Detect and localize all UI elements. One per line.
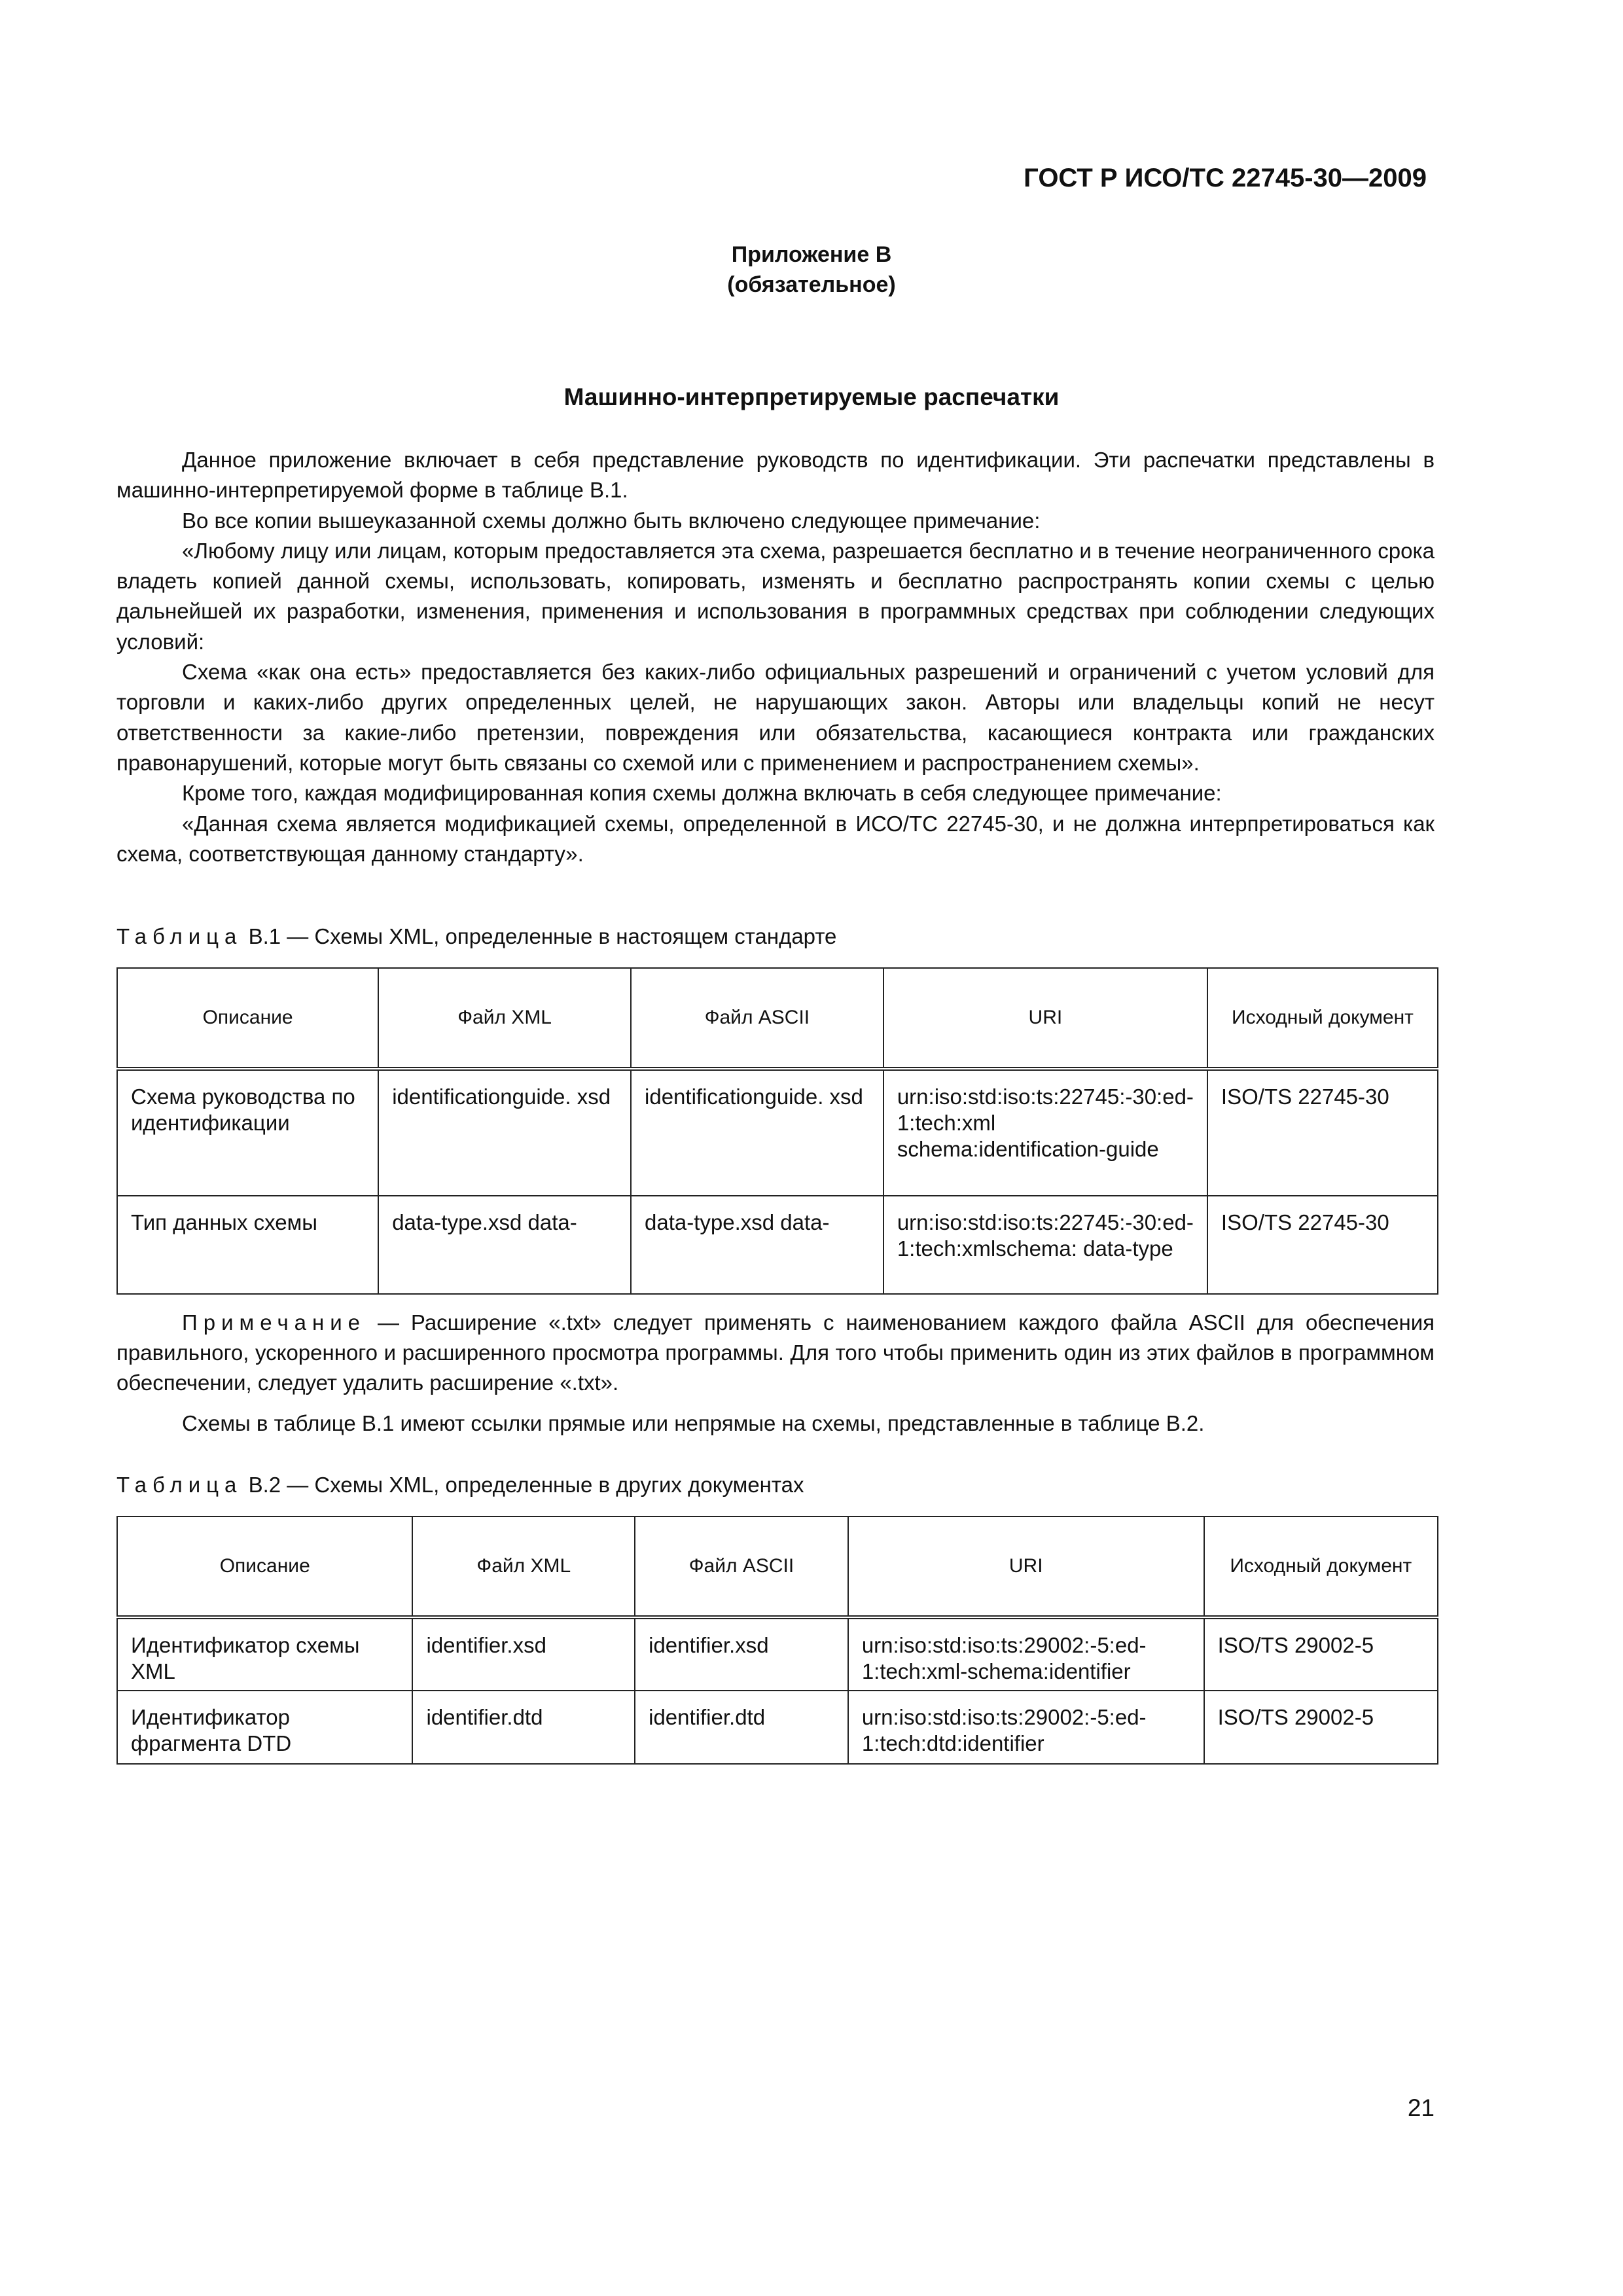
table2-caption bbox=[116, 1473, 804, 1498]
table-cell: urn:iso:std:iso:ts:29002:-5:ed-1:tech:dtd:identifier bbox=[848, 1691, 1204, 1764]
paragraph: Кроме того, каждая модифицированная копия схемы должна включать в себя следующее примечание: bbox=[182, 781, 1222, 806]
paragraph: Во все копии вышеуказанной схемы должно быть включено следующее примечание: bbox=[182, 508, 1041, 533]
table-cell: ISO/TS 29002-5 bbox=[1204, 1617, 1438, 1691]
table-header-row bbox=[117, 968, 1438, 1069]
column-header: URI bbox=[848, 1516, 1204, 1617]
page-number: 21 bbox=[1407, 2094, 1435, 2121]
column-header: Файл ASCII bbox=[631, 968, 883, 1069]
table-row bbox=[117, 1069, 1438, 1196]
table1-caption-word: Таблица bbox=[116, 924, 243, 948]
column-header: Исходный документ bbox=[1204, 1516, 1438, 1617]
standard-header: ГОСТ Р ИСО/ТС 22745-30—2009 bbox=[1024, 164, 1427, 192]
appendix-status: (обязательное) bbox=[727, 272, 896, 297]
table-cell: Схема руководства по идентификации bbox=[117, 1069, 378, 1196]
table-cell: urn:iso:std:iso:ts:29002:-5:ed-1:tech:xml-schema:identifier bbox=[848, 1617, 1204, 1691]
document-title: Машинно-интерпретируемые распечатки bbox=[563, 384, 1060, 410]
table-cell: ISO/TS 29002-5 bbox=[1204, 1691, 1438, 1764]
table-cell: identifier.dtd bbox=[412, 1691, 635, 1764]
reference-paragraph: Схемы в таблице В.1 имеют ссылки прямые или непрямые на схемы, представленные в таблице В.2. bbox=[182, 1411, 1205, 1435]
table1-caption-text: В.1 — Схемы XML, определенные в настоящем стандарте bbox=[248, 924, 837, 948]
column-header: URI bbox=[883, 968, 1207, 1069]
column-header: Файл ASCII bbox=[635, 1516, 848, 1617]
column-header: Описание bbox=[117, 1516, 412, 1617]
table-cell: identifier.xsd bbox=[412, 1617, 635, 1691]
note-label: Примечание bbox=[182, 1310, 366, 1335]
appendix-heading bbox=[0, 240, 1623, 300]
table-note bbox=[116, 1308, 1435, 1398]
appendix-title: Приложение В bbox=[731, 242, 892, 267]
table-b1 bbox=[116, 967, 1438, 1295]
table-cell: Идентификатор схемы XML bbox=[117, 1617, 412, 1691]
table-row bbox=[117, 1691, 1438, 1764]
table2-caption-word: Таблица bbox=[116, 1473, 243, 1497]
table-cell: data-type.xsd data- bbox=[631, 1196, 883, 1294]
paragraph: Схема «как она есть» предоставляется без каких-либо официальных разрешений и ограничений с учетом условий для торговли и каких-либо других определенных целей, не нарушающих закон. Авторы или владельцы копий не несут ответственности за какие-либо претензии, повреждения или обязательства, касающиеся контракта или гражданских правонарушений, которые могут быть связаны со схемой или с применением и распространением схемы». bbox=[116, 660, 1435, 775]
column-header: Исходный документ bbox=[1207, 968, 1438, 1069]
note-text: — Расширение «.txt» следует применять с наименованием каждого файла ASCII для обеспечения правильного, ускоренного и расширенного просмотра программы. Для того чтобы применить один из этих файлов в программном обеспечении, следует удалить расширение «.txt». bbox=[116, 1310, 1435, 1395]
table1-caption bbox=[116, 924, 836, 949]
table-cell: identifier.dtd bbox=[635, 1691, 848, 1764]
table-cell: identifier.xsd bbox=[635, 1617, 848, 1691]
table-row bbox=[117, 1196, 1438, 1294]
table-row bbox=[117, 1617, 1438, 1691]
table-cell: Идентификатор фрагмента DTD bbox=[117, 1691, 412, 1764]
table-cell: urn:iso:std:iso:ts:22745:-30:ed-1:tech:xml schema:identification-guide bbox=[883, 1069, 1207, 1196]
table-cell: identificationguide. xsd bbox=[631, 1069, 883, 1196]
paragraph: «Любому лицу или лицам, которым предоставляется эта схема, разрешается бесплатно и в течение неограниченного срока владеть копией данной схемы, использовать, копировать, изменять и бесплатно распространять копии схемы с целью дальнейшей их разработки, изменения, применения и использования в программных средствах при соблюдении следующих условий: bbox=[116, 538, 1435, 654]
table-cell: Тип данных схемы bbox=[117, 1196, 378, 1294]
table-cell: identificationguide. xsd bbox=[378, 1069, 631, 1196]
paragraph: Данное приложение включает в себя представление руководств по идентификации. Эти распечатки представлены в машинно-интерпретируемой форме в таблице В.1. bbox=[116, 448, 1435, 503]
column-header: Описание bbox=[117, 968, 378, 1069]
table-cell: ISO/TS 22745-30 bbox=[1207, 1196, 1438, 1294]
paragraph: «Данная схема является модификацией схемы, определенной в ИСО/ТС 22745-30, и не должна интерпретироваться как схема, соответствующая данному стандарту». bbox=[116, 811, 1435, 866]
body-text bbox=[116, 445, 1435, 869]
table-cell: ISO/TS 22745-30 bbox=[1207, 1069, 1438, 1196]
table-b2 bbox=[116, 1516, 1438, 1765]
column-header: Файл XML bbox=[412, 1516, 635, 1617]
table-header-row bbox=[117, 1516, 1438, 1617]
table-cell: data-type.xsd data- bbox=[378, 1196, 631, 1294]
table-cell: urn:iso:std:iso:ts:22745:-30:ed-1:tech:xmlschema: data-type bbox=[883, 1196, 1207, 1294]
table2-caption-text: В.2 — Схемы XML, определенные в других документах bbox=[248, 1473, 804, 1497]
column-header: Файл XML bbox=[378, 968, 631, 1069]
